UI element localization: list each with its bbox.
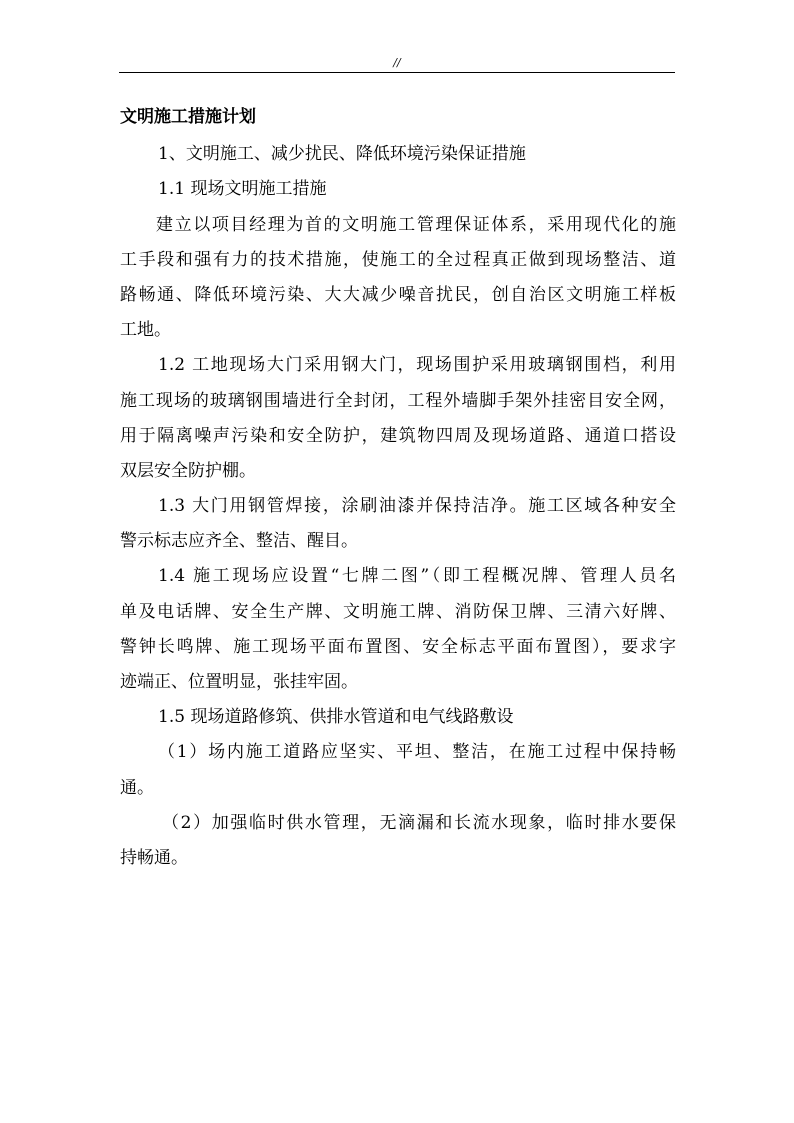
paragraph-line: 警示标志应齐全、整洁、醒目。	[120, 531, 358, 552]
paragraph-line: 工手段和强有力的技术措施，使施工的全过程真正做到现场整洁、道	[120, 249, 676, 270]
paragraph	[120, 735, 676, 805]
header-mark: //	[393, 56, 401, 69]
paragraph-line: 迹端正、位置明显，张挂牢固。	[120, 672, 358, 692]
paragraph-line: （2）加强临时供水管理，无滴漏和长流水现象，临时排水要保	[162, 812, 676, 833]
document-title: 文明施工措施计划	[120, 107, 256, 127]
paragraph-line: 1.4 施工现场应设置“七牌二图”（即工程概况牌、管理人员名	[158, 566, 676, 587]
paragraph-line: 施工现场的玻璃钢围墙进行全封闭，工程外墙脚手架外挂密目安全网，	[120, 390, 676, 411]
paragraph	[120, 559, 676, 700]
section-heading-1: 1、文明施工、减少扰民、降低环境污染保证措施	[158, 144, 526, 165]
section-heading-1-5: 1.5 现场道路修筑、供排水管道和电气线路敷设	[158, 707, 514, 728]
paragraph-line: 单及电话牌、安全生产牌、文明施工牌、消防保卫牌、三清六好牌、	[120, 601, 676, 622]
paragraph	[120, 806, 676, 876]
paragraph-line: 双层安全防护棚。	[120, 460, 256, 481]
document-body	[120, 100, 676, 876]
paragraph-line: 建立以项目经理为首的文明施工管理保证体系，采用现代化的施	[156, 214, 676, 235]
paragraph-line: （1）场内施工道路应坚实、平坦、整洁，在施工过程中保持畅	[158, 742, 676, 763]
paragraph	[120, 348, 676, 489]
paragraph	[120, 208, 676, 349]
paragraph-line: 1.2 工地现场大门采用钢大门，现场围护采用玻璃钢围档，利用	[158, 355, 676, 376]
section-heading-1-1: 1.1 现场文明施工措施	[158, 179, 327, 200]
paragraph-line: 用于隔离噪声污染和安全防护，建筑物四周及现场道路、通道口搭设	[120, 425, 676, 446]
paragraph-line: 工地。	[120, 320, 171, 341]
paragraph-line: 持畅通。	[120, 847, 188, 868]
paragraph-line: 通。	[120, 777, 154, 798]
paragraph	[120, 489, 676, 559]
paragraph-line: 路畅通、降低环境污染、大大减少噪音扰民，创自治区文明施工样板	[120, 284, 676, 305]
header-rule	[119, 72, 675, 73]
paragraph-line: 警钟长鸣牌、施工现场平面布置图、安全标志平面布置图），要求字	[120, 636, 676, 657]
paragraph-line: 1.3 大门用钢管焊接，涂刷油漆并保持洁净。施工区域各种安全	[158, 496, 676, 517]
